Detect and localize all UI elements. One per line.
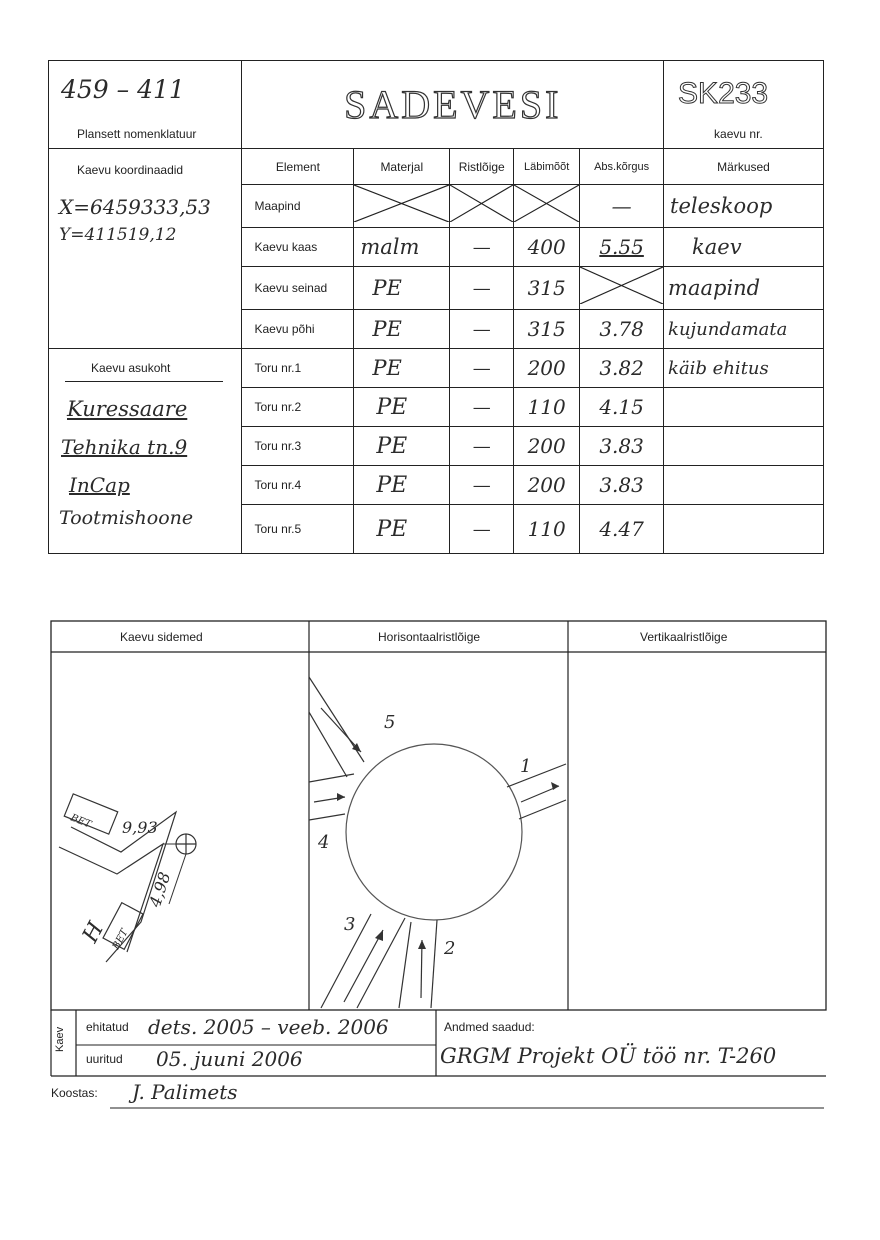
header-diameter: Läbimõõt bbox=[514, 149, 580, 185]
pipe-label-4: 4 bbox=[318, 832, 330, 853]
row-material: PE bbox=[354, 349, 450, 388]
distance-1: 9,93 bbox=[122, 818, 158, 837]
location-label: Kaevu asukoht bbox=[91, 361, 171, 375]
page-title: SADEVESI bbox=[344, 82, 562, 127]
row-cross: — bbox=[450, 427, 514, 466]
coordinates-label: Kaevu koordinaadid bbox=[77, 163, 184, 177]
pipe-1-edge bbox=[507, 764, 566, 787]
row-cross: — bbox=[450, 228, 514, 267]
row-height: 3.78 bbox=[580, 310, 664, 349]
row-material: PE bbox=[354, 310, 450, 349]
footer-side-label: Kaev bbox=[54, 1026, 66, 1052]
row-cross: — bbox=[450, 310, 514, 349]
data-source-label: Andmed saadud: bbox=[444, 1020, 535, 1034]
row-material: malm bbox=[354, 228, 450, 267]
pipe-1-edge bbox=[519, 800, 566, 819]
building-label-bet: BET bbox=[68, 812, 93, 831]
row-diameter: 315 bbox=[514, 310, 580, 349]
pipe-4-edge bbox=[309, 774, 354, 782]
distance-2: 4,98 bbox=[145, 869, 175, 910]
pipe-2-edge bbox=[399, 922, 411, 1008]
row-height: 3.82 bbox=[580, 349, 664, 388]
nomenclature-value: 459 – 411 bbox=[61, 75, 185, 104]
connections-title: Kaevu sidemed bbox=[120, 630, 203, 644]
header-material: Materjal bbox=[354, 149, 450, 185]
pipe-3-arrow bbox=[344, 930, 383, 1002]
arrow-head-icon bbox=[375, 930, 383, 941]
row-material: PE bbox=[354, 466, 450, 505]
compiled-label: Koostas: bbox=[51, 1086, 98, 1100]
row-diameter: 200 bbox=[514, 349, 580, 388]
row-element: Maapind bbox=[242, 185, 354, 228]
row-diameter: 315 bbox=[514, 267, 580, 310]
horizontal-title: Horisontaalristlõige bbox=[378, 630, 481, 644]
compiled-value: J. Palimets bbox=[132, 1080, 238, 1104]
row-diameter: 200 bbox=[514, 427, 580, 466]
row-height: 4.15 bbox=[580, 388, 664, 427]
building-label-bet-2: BET bbox=[110, 927, 131, 952]
row-cross: — bbox=[450, 349, 514, 388]
row-note: maapind bbox=[664, 267, 824, 310]
row-cross: — bbox=[450, 267, 514, 310]
row-height: 4.47 bbox=[580, 505, 664, 554]
row-element: Kaevu kaas bbox=[242, 228, 354, 267]
header-cross-section: Ristlõige bbox=[450, 149, 514, 185]
location-line-1: Kuressaare bbox=[67, 397, 188, 421]
row-material: PE bbox=[354, 267, 450, 310]
pipe-4-edge bbox=[309, 814, 345, 820]
row-element: Toru nr.1 bbox=[242, 349, 354, 388]
coordinate-y: Y=411519,12 bbox=[59, 225, 177, 245]
measured-label: uuritud bbox=[86, 1052, 123, 1066]
location-line-4: Tootmishoone bbox=[59, 507, 194, 529]
built-value: dets. 2005 – veeb. 2006 bbox=[148, 1015, 389, 1039]
coordinate-x: X=6459333,53 bbox=[59, 195, 211, 219]
row-cross: — bbox=[450, 505, 514, 554]
row-diameter: 110 bbox=[514, 388, 580, 427]
row-cross: — bbox=[450, 388, 514, 427]
header-notes: Märkused bbox=[664, 149, 824, 185]
pipe-label-1: 1 bbox=[520, 756, 532, 777]
horizontal-section bbox=[309, 652, 568, 1010]
row-diameter: 200 bbox=[514, 466, 580, 505]
row-diameter: 400 bbox=[514, 228, 580, 267]
row-height: — bbox=[580, 185, 664, 228]
location-line-2: Tehnika tn.9 bbox=[61, 435, 188, 459]
nomenclature-label: Plansett nomenklatuur bbox=[77, 127, 197, 141]
row-note: kaev bbox=[664, 228, 824, 267]
row-height: 3.83 bbox=[580, 427, 664, 466]
site-sketch bbox=[51, 652, 309, 1010]
row-element: Kaevu seinad bbox=[242, 267, 354, 310]
built-label: ehitatud bbox=[86, 1020, 129, 1034]
building-label-h: H bbox=[78, 918, 110, 947]
pipe-5-edge bbox=[309, 712, 347, 777]
row-element: Toru nr.4 bbox=[242, 466, 354, 505]
measured-value: 05. juuni 2006 bbox=[156, 1047, 303, 1071]
pipe-label-2: 2 bbox=[444, 938, 456, 959]
row-note: käib ehitus bbox=[664, 349, 824, 388]
header-element: Element bbox=[242, 149, 354, 185]
well-number-value: SK233 bbox=[678, 77, 769, 110]
row-element: Kaevu põhi bbox=[242, 310, 354, 349]
row-note: kujundamata bbox=[664, 310, 824, 349]
row-element: Toru nr.5 bbox=[242, 505, 354, 554]
pipe-2-edge bbox=[431, 920, 437, 1008]
row-cross: — bbox=[450, 466, 514, 505]
row-diameter: 110 bbox=[514, 505, 580, 554]
row-material: PE bbox=[354, 505, 450, 554]
row-height: 5.55 bbox=[580, 228, 664, 267]
pipe-label-3: 3 bbox=[344, 914, 356, 935]
pipe-3-edge bbox=[357, 918, 405, 1008]
location-line-3: InCap bbox=[69, 473, 130, 497]
header-abs-height: Abs.kõrgus bbox=[580, 149, 664, 185]
arrow-head-icon bbox=[337, 793, 345, 801]
well-circle bbox=[346, 744, 522, 920]
vertical-title: Vertikaalristlõige bbox=[640, 630, 728, 644]
data-source-value: GRGM Projekt OÜ töö nr. T-260 bbox=[440, 1044, 777, 1068]
arrow-head-icon bbox=[418, 940, 426, 949]
row-material: PE bbox=[354, 427, 450, 466]
row-note: teleskoop bbox=[664, 185, 824, 228]
pipe-label-5: 5 bbox=[384, 712, 396, 733]
row-element: Toru nr.3 bbox=[242, 427, 354, 466]
manhole-symbol-icon bbox=[176, 834, 196, 854]
row-element: Toru nr.2 bbox=[242, 388, 354, 427]
row-material: PE bbox=[354, 388, 450, 427]
well-number-label: kaevu nr. bbox=[714, 127, 763, 141]
row-height: 3.83 bbox=[580, 466, 664, 505]
